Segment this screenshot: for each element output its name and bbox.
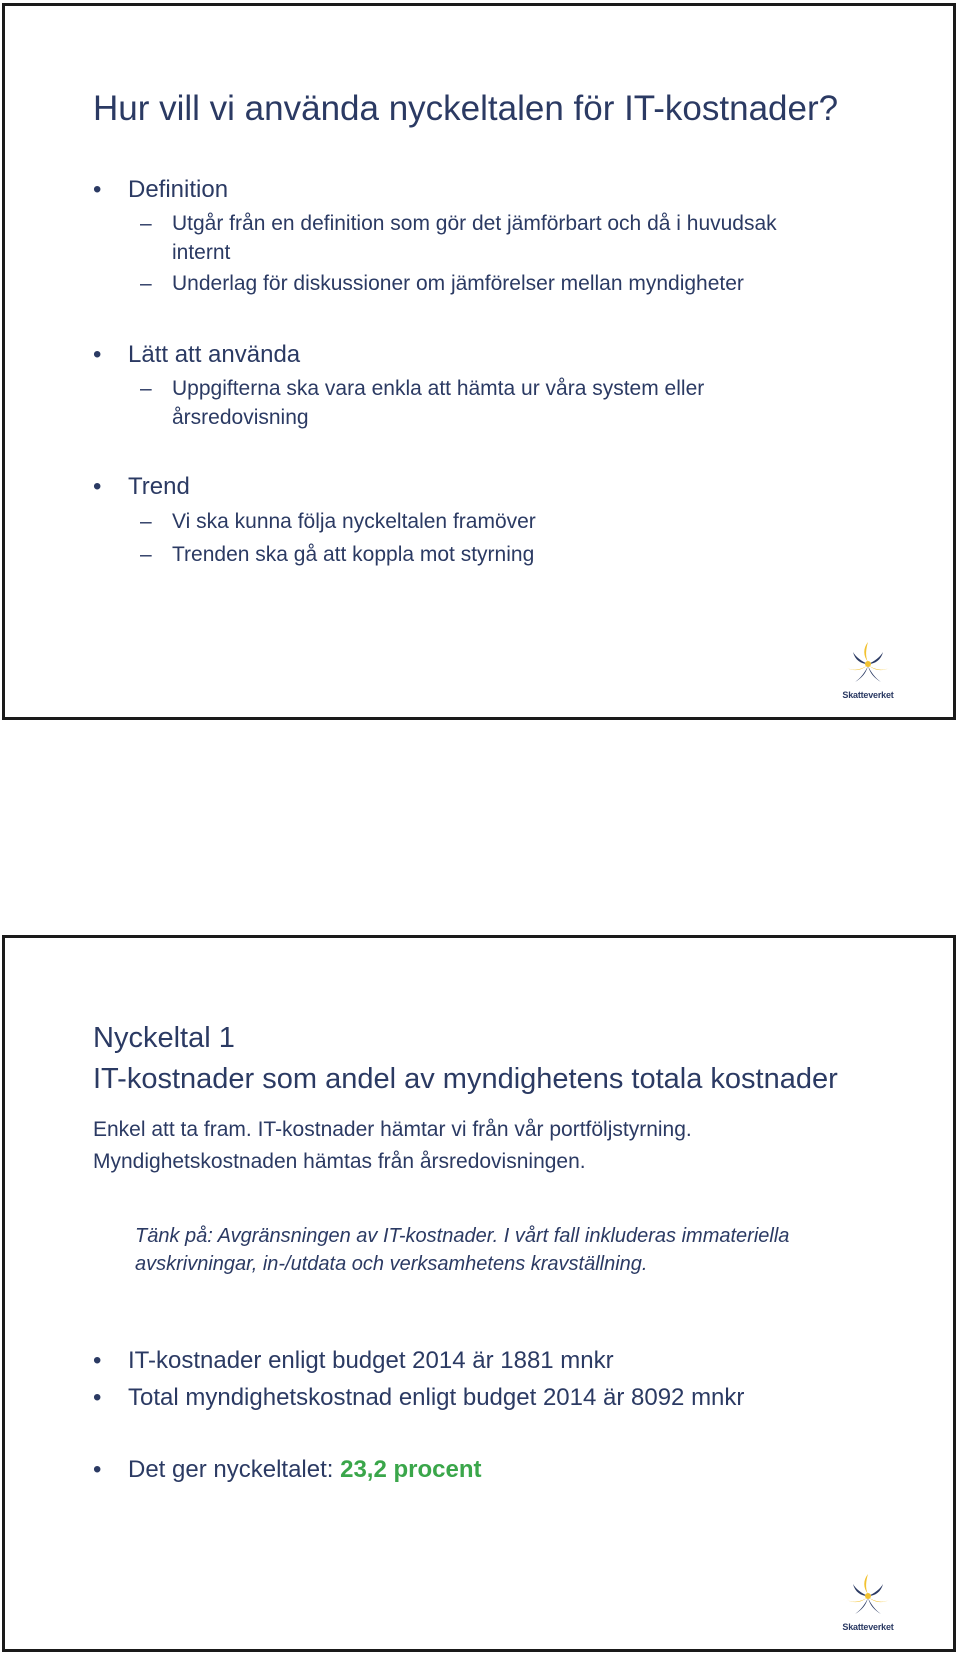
sub-item-text: Utgår från en definition som gör det jämförbart och då i huvudsak internt: [172, 212, 777, 264]
slide-1: [2, 3, 956, 720]
sub-item-text: Underlag för diskussioner om jämförelser mellan myndigheter: [172, 272, 744, 295]
bullet-icon: •: [93, 176, 102, 203]
skatteverket-crown-icon: [835, 638, 901, 690]
bullet-icon: •: [93, 1347, 102, 1374]
bullet-text: [128, 1456, 482, 1484]
bullet-text: Total myndighetskostnad enligt budget 2014 är 8092 mnkr: [128, 1384, 745, 1411]
skatteverket-crown-icon: [835, 1570, 901, 1622]
note-text: Tänk på: Avgränsningen av IT-kostnader. I vårt fall inkluderas immateriella avskrivningar, in-/utdata och verksamhetens kravställning.: [135, 1225, 790, 1275]
slide-title-line-2: IT-kostnader som andel av myndighetens totala kostnader: [93, 1063, 838, 1095]
skatteverket-logo: [835, 638, 901, 708]
dash-icon: –: [140, 543, 152, 566]
bullet-icon: •: [93, 473, 102, 500]
logo-wordmark: Skatteverket: [842, 1622, 894, 1632]
bullet-label: Definition: [128, 176, 229, 203]
body-text-line: Myndighetskostnaden hämtas från årsredovisningen.: [93, 1150, 586, 1173]
key-figure-value: 23,2 procent: [340, 1456, 482, 1483]
bullet-icon: •: [93, 341, 102, 368]
slide-title: Hur vill vi använda nyckeltalen för IT-kostnader?: [93, 89, 839, 128]
bullet-icon: •: [93, 1456, 102, 1483]
bullet-label: Trend: [128, 473, 190, 500]
dash-icon: –: [140, 272, 152, 295]
body-text-line: Enkel att ta fram. IT-kostnader hämtar vi från vår portföljstyrning.: [93, 1118, 692, 1141]
sub-item-text: Vi ska kunna följa nyckeltalen framöver: [172, 510, 536, 533]
dash-icon: –: [140, 212, 152, 235]
slide-2: [2, 935, 956, 1652]
slide-title-line-1: Nyckeltal 1: [93, 1022, 235, 1054]
dash-icon: –: [140, 377, 152, 400]
bullet-icon: •: [93, 1384, 102, 1411]
sub-item-text: Uppgifterna ska vara enkla att hämta ur våra system eller årsredovisning: [172, 377, 705, 429]
dash-icon: –: [140, 510, 152, 533]
skatteverket-logo: [835, 1570, 901, 1640]
logo-wordmark: Skatteverket: [842, 690, 894, 700]
bullet-text: IT-kostnader enligt budget 2014 är 1881 mnkr: [128, 1347, 614, 1374]
bullet-prefix: Det ger nyckeltalet:: [128, 1456, 341, 1483]
bullet-label: Lätt att använda: [128, 341, 301, 368]
sub-item-text: Trenden ska gå att koppla mot styrning: [172, 543, 535, 566]
